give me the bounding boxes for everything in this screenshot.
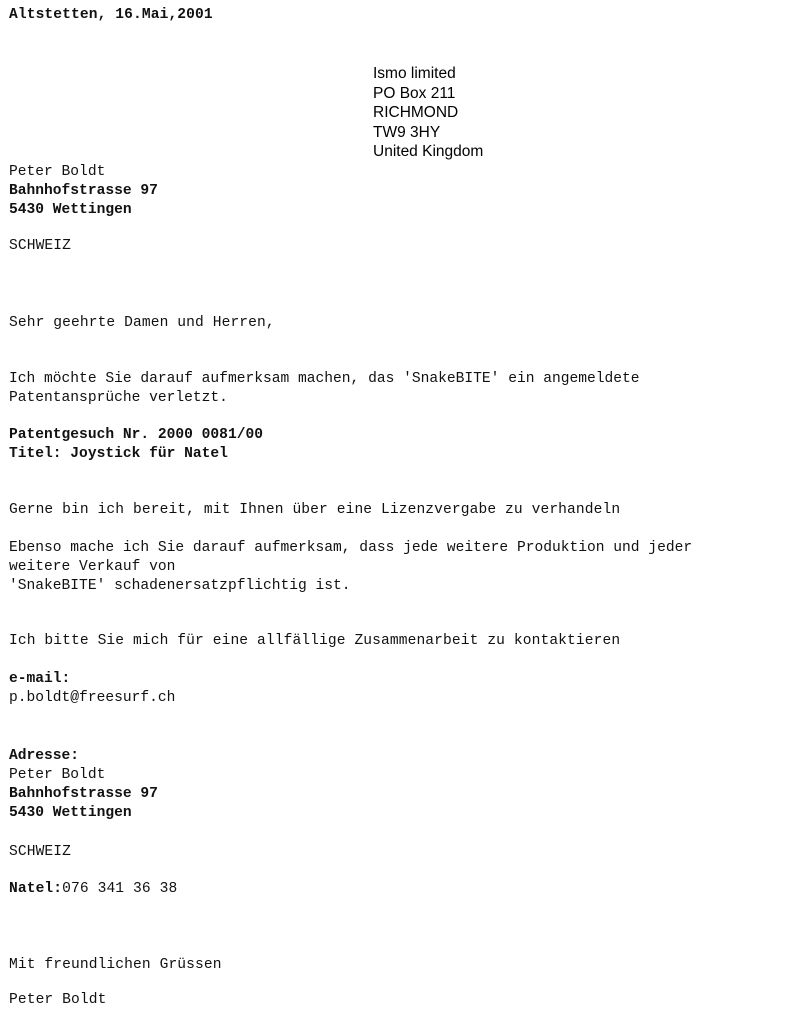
paragraph-damages [9,539,692,596]
paragraph-contact: Ich bitte Sie mich für eine allfällige Zusammenarbeit zu kontaktieren [9,633,621,649]
recipient-postcode: TW9 3HY [373,123,441,141]
paragraph-infringement [9,370,640,408]
sender-name: Peter Boldt [9,164,106,180]
closing: Mit freundlichen Grüssen [9,957,222,973]
recipient-company: Ismo limited [373,65,456,82]
paragraph-license: Gerne bin ich bereit, mit Ihnen über eine Lizenzvergabe zu verhandeln [9,502,621,518]
signature-name: Peter Boldt [9,992,107,1008]
patent-title: Titel: Joystick für Natel [9,446,228,462]
recipient-city: RICHMOND [373,104,459,121]
phone-label: Natel: [9,881,63,897]
recipient-address [373,64,483,162]
salutation: Sehr geehrte Damen und Herren, [9,315,275,331]
address-city: 5430 Wettingen [9,805,132,821]
sender-country: SCHWEIZ [9,238,72,254]
sender-city: 5430 Wettingen [9,202,132,218]
sender-street: Bahnhofstrasse 97 [9,183,158,199]
paragraph-3-line-2: weitere Verkauf von [9,559,176,575]
address-name: Peter Boldt [9,767,106,783]
email-label: e-mail: [9,671,71,687]
paragraph-1-line-1: Ich möchte Sie darauf aufmerksam machen, das 'SnakeBITE' ein angemeldete [9,371,640,387]
address-country: SCHWEIZ [9,844,72,860]
place-date: Altstetten, 16.Mai,2001 [9,7,213,23]
sender-address [9,163,158,220]
phone-line [9,880,177,899]
phone-value: 076 341 36 38 [62,881,178,897]
address-label: Adresse: [9,748,80,764]
paragraph-3-line-1: Ebenso mache ich Sie darauf aufmerksam, dass jede weitere Produktion und jeder [9,540,693,556]
address-block [9,747,158,823]
paragraph-3-line-3: 'SnakeBITE' schadenersatzpflichtig ist. [9,578,351,594]
recipient-po-box: PO Box 211 [373,84,456,102]
address-street: Bahnhofstrasse 97 [9,786,158,802]
paragraph-1-line-2: Patentansprüche verletzt. [9,390,228,406]
email-block [9,670,175,708]
recipient-country: United Kingdom [373,143,484,160]
patent-number: Patentgesuch Nr. 2000 0081/00 [9,427,263,443]
patent-info [9,426,263,464]
email-value: p.boldt@freesurf.ch [9,690,176,706]
